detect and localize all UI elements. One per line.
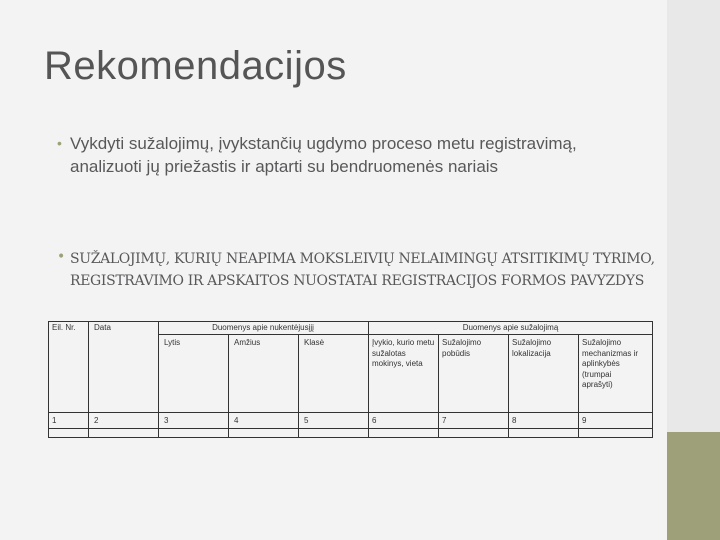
header-eil-nr: Eil. Nr. bbox=[52, 323, 76, 332]
header-lytis: Lytis bbox=[164, 338, 181, 347]
table-rule bbox=[228, 334, 229, 437]
header-mechanizmas: Sužalojimo mechanizmas ir aplinkybės (trumpai aprašyti) bbox=[582, 338, 639, 389]
table-rule bbox=[48, 321, 49, 437]
table-rule bbox=[48, 428, 653, 429]
bullet-regulation-heading bbox=[57, 248, 660, 292]
column-number-1: 1 bbox=[52, 416, 57, 425]
bullet-recommendation-text: Vykdyti sužalojimų, įvykstančių ugdymo proceso metu registravimą, analizuoti jų priežastis ir aptarti su bendruomenės nariais bbox=[70, 134, 577, 176]
table-rule bbox=[298, 334, 299, 437]
header-group-injury: Duomenys apie sužalojimą bbox=[462, 323, 559, 332]
header-data: Data bbox=[94, 323, 111, 332]
table-rule bbox=[48, 321, 653, 322]
header-group-injured: Duomenys apie nukentėjusįjį bbox=[212, 323, 314, 332]
table-rule bbox=[48, 412, 653, 413]
table-rule bbox=[438, 334, 439, 437]
table-rule bbox=[368, 321, 369, 437]
column-number-3: 3 bbox=[164, 416, 169, 425]
column-number-9: 9 bbox=[582, 416, 587, 425]
table-rule bbox=[578, 334, 579, 437]
bullet-marker: • bbox=[57, 249, 65, 265]
bullet-regulation-text: SUŽALOJIMŲ, KURIŲ NEAPIMA MOKSLEIVIŲ NELAIMINGŲ ATSITIKIMŲ TYRIMO, REGISTRAVIMO IR APSKAITOS NUOSTATAI REGISTRACIJOS FORMOS PAVYZDYS bbox=[70, 251, 655, 289]
column-number-2: 2 bbox=[94, 416, 99, 425]
table-rule bbox=[88, 321, 89, 437]
bullet-recommendation bbox=[57, 132, 630, 178]
column-number-8: 8 bbox=[512, 416, 517, 425]
column-number-6: 6 bbox=[372, 416, 377, 425]
registration-form-table bbox=[48, 321, 653, 437]
header-ivykio-vieta: Įvykio, kurio metu sužalotas mokinys, vieta bbox=[372, 338, 435, 368]
column-number-5: 5 bbox=[304, 416, 309, 425]
slide-title: Rekomendacijos bbox=[44, 44, 347, 88]
header-pobudis: Sužalojimo pobūdis bbox=[442, 338, 482, 358]
column-number-4: 4 bbox=[234, 416, 239, 425]
header-amzius: Amžius bbox=[234, 338, 261, 347]
column-number-7: 7 bbox=[442, 416, 447, 425]
table-rule bbox=[652, 321, 653, 437]
bullet-marker: • bbox=[57, 135, 62, 151]
table-rule bbox=[508, 334, 509, 437]
table-rule bbox=[48, 437, 653, 438]
table-rule bbox=[158, 321, 159, 437]
header-klase: Klasė bbox=[304, 338, 325, 347]
header-lokalizacija: Sužalojimo lokalizacija bbox=[512, 338, 552, 358]
decorative-accent-block bbox=[667, 432, 720, 540]
